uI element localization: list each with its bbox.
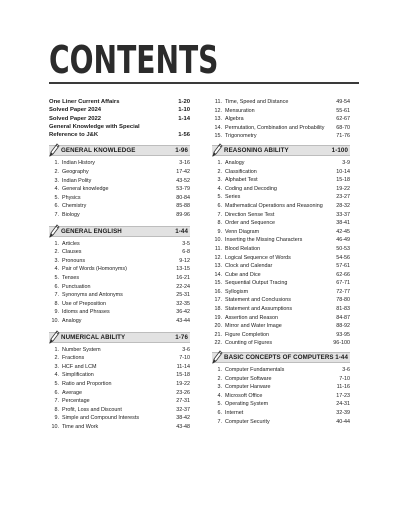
pencil-icon	[49, 330, 60, 344]
item-label: Counting of Figures	[225, 340, 273, 347]
section-header	[49, 226, 190, 237]
item-page: 36-42	[176, 309, 190, 316]
toc-row[interactable]	[212, 211, 350, 220]
item-number: 3.	[54, 363, 59, 370]
item-page: 3-5	[182, 240, 190, 247]
item-label: Mensuration	[225, 107, 255, 114]
toc-row[interactable]	[212, 115, 350, 124]
section-page-range: 1-44	[175, 227, 188, 235]
section-title: GENERAL ENGLISH	[61, 227, 122, 235]
pencil-icon	[49, 143, 60, 157]
top-item[interactable]: One Liner Current Affairs 1-20	[49, 99, 190, 105]
item-number: 15.	[214, 280, 222, 287]
item-number: 4.	[217, 185, 222, 192]
section-general-english	[49, 226, 190, 326]
item-label: Computer Security	[225, 418, 270, 425]
item-number: 6.	[217, 202, 222, 209]
item-number: 14.	[214, 124, 222, 131]
item-label: Chemistry	[62, 203, 87, 210]
item-label: Punctuation	[62, 283, 91, 290]
toc-row[interactable]	[49, 308, 190, 317]
toc-row[interactable]	[49, 300, 190, 309]
item-label: Trigonometry	[225, 133, 257, 140]
item-list	[212, 98, 350, 141]
item-page: 11-14	[176, 363, 190, 370]
toc-row[interactable]	[49, 380, 190, 389]
toc-row[interactable]	[49, 211, 190, 220]
toc-row[interactable]	[212, 392, 350, 401]
item-label: Analogy	[62, 317, 82, 324]
item-page: 38-41	[336, 220, 350, 227]
pencil-icon	[212, 143, 223, 157]
toc-row[interactable]	[49, 248, 190, 257]
item-label: Statement and Assumptions	[225, 306, 293, 313]
item-page: 19-22	[336, 185, 350, 192]
section-title: GENERAL KNOWLEDGE	[61, 147, 136, 155]
item-page: 23-26	[176, 389, 190, 396]
item-page: 3-6	[182, 346, 190, 353]
item-page: 13-15	[176, 266, 190, 273]
item-label: Biology	[62, 212, 80, 219]
item-page: 32-39	[336, 410, 350, 416]
toc-row[interactable]	[212, 383, 350, 392]
item-label: Algebra	[225, 116, 244, 123]
item-label: Tenses	[62, 275, 80, 282]
item-page: 62-66	[336, 271, 350, 278]
item-number: 5.	[217, 194, 222, 201]
toc-row[interactable]	[212, 245, 350, 254]
item-list	[212, 366, 350, 426]
toc-row[interactable]	[212, 219, 350, 228]
item-label: Blood Relation	[225, 245, 261, 252]
item-page: 96-100	[333, 340, 350, 347]
toc-row[interactable]	[212, 132, 350, 141]
item-number: 6.	[54, 389, 59, 396]
item-number: 17.	[214, 297, 222, 304]
item-number: 19.	[214, 314, 222, 321]
item-number: 7.	[217, 418, 222, 425]
toc-row[interactable]	[212, 107, 350, 116]
item-page: 27-31	[176, 398, 190, 405]
item-page: 7-10	[339, 375, 350, 382]
item-page: 78-80	[336, 297, 350, 304]
toc-row[interactable]	[212, 271, 350, 280]
section-header	[212, 352, 350, 363]
toc-row[interactable]	[212, 314, 350, 323]
item-label: Classification	[225, 168, 257, 175]
item-number: 7.	[54, 292, 59, 299]
item-number: 9.	[54, 415, 59, 422]
toc-row[interactable]	[49, 257, 190, 266]
section-page-range: 1-96	[175, 147, 188, 155]
item-number: 1.	[217, 367, 222, 374]
toc-row[interactable]	[212, 305, 350, 314]
toc-row[interactable]	[212, 409, 350, 418]
item-label: Time and Work	[62, 423, 99, 430]
item-page: 72-77	[336, 288, 350, 295]
item-number: 11.	[214, 245, 222, 252]
right-column	[212, 98, 350, 426]
item-number: 5.	[54, 380, 59, 387]
item-number: 13.	[214, 263, 222, 270]
item-label: Direction Sense Test	[225, 211, 275, 218]
item-number: 7.	[54, 398, 59, 405]
toc-row[interactable]	[212, 193, 350, 202]
item-page: 17-23	[336, 392, 350, 399]
toc-row[interactable]	[212, 124, 350, 133]
item-label: Internet	[225, 410, 244, 416]
left-column	[49, 98, 190, 432]
toc-row[interactable]	[212, 418, 350, 427]
item-page: 38-42	[176, 415, 190, 422]
toc-row[interactable]	[212, 375, 350, 384]
item-number: 4.	[54, 372, 59, 379]
item-label: Use of Preposition	[62, 300, 107, 307]
section-title: BASIC CONCEPTS OF COMPUTERS	[224, 354, 334, 362]
item-label: Indian History	[62, 160, 95, 167]
page-title: CONTENTS	[49, 38, 219, 82]
item-number: 3.	[54, 257, 59, 264]
item-label: Fractions	[62, 355, 85, 362]
section-title: REASONING ABILITY	[224, 146, 289, 154]
toc-row[interactable]	[212, 296, 350, 305]
section-reasoning-ability	[212, 145, 350, 348]
item-label: Sequential Output Tracing	[225, 280, 288, 287]
item-number: 10.	[51, 423, 59, 430]
item-number: 7.	[217, 211, 222, 218]
item-label: Percentage	[62, 398, 90, 405]
item-number: 10.	[51, 317, 59, 324]
item-number: 8.	[54, 406, 59, 413]
section-general-knowledge	[49, 145, 190, 219]
item-label: Profit, Loss and Discount	[62, 406, 122, 413]
toc-row[interactable]	[49, 291, 190, 300]
item-number: 2.	[217, 375, 222, 382]
item-number: 16.	[214, 288, 222, 295]
item-label: Simplification	[62, 372, 94, 379]
toc-row[interactable]	[212, 202, 350, 211]
item-number: 11.	[214, 99, 222, 105]
toc-row[interactable]	[212, 331, 350, 340]
item-label: Time, Speed and Distance	[225, 99, 289, 105]
item-number: 22.	[214, 340, 222, 347]
item-label: Order and Sequence	[225, 220, 276, 227]
item-page: 71-76	[336, 133, 350, 140]
section-numerical-continued	[212, 98, 350, 141]
item-page: 7-10	[179, 355, 190, 362]
item-number: 10.	[214, 237, 222, 244]
item-page: 3-6	[342, 367, 350, 374]
item-page: 3-16	[179, 160, 190, 167]
item-page: 3-9	[342, 159, 350, 166]
item-page: 15-18	[176, 372, 190, 379]
item-label: Operating System	[225, 401, 269, 408]
title-divider	[49, 82, 359, 84]
toc-row[interactable]	[212, 185, 350, 194]
item-label: Series	[225, 194, 241, 201]
item-label: Alphabet Test	[225, 177, 258, 184]
item-page: 16-21	[176, 275, 190, 282]
item-page: 32-37	[176, 406, 190, 413]
item-label: Coding and Decoding	[225, 185, 277, 192]
toc-row[interactable]	[212, 322, 350, 331]
item-number: 5.	[54, 275, 59, 282]
section-page-range: 1-44	[335, 354, 348, 362]
item-number: 9.	[54, 309, 59, 316]
section-header	[49, 332, 190, 343]
item-label: Number System	[62, 346, 101, 353]
toc-row[interactable]	[49, 363, 190, 372]
item-page: 15-18	[336, 177, 350, 184]
toc-row[interactable]	[212, 254, 350, 263]
item-number: 2.	[54, 169, 59, 176]
item-number: 2.	[217, 168, 222, 175]
toc-row[interactable]	[212, 288, 350, 297]
pencil-icon	[212, 350, 223, 364]
item-number: 2.	[54, 355, 59, 362]
toc-row[interactable]	[49, 354, 190, 363]
item-label: Analogy	[225, 159, 245, 166]
item-number: 6.	[54, 203, 59, 210]
item-number: 18.	[214, 306, 222, 313]
item-page: 6-8	[182, 249, 190, 256]
section-page-range: 1-76	[175, 333, 188, 341]
section-computers	[212, 352, 350, 426]
toc-row[interactable]	[212, 168, 350, 177]
toc-row[interactable]	[49, 406, 190, 415]
item-page: 19-22	[176, 380, 190, 387]
toc-row[interactable]	[49, 371, 190, 380]
section-header	[49, 145, 190, 156]
item-list	[49, 240, 190, 326]
item-label: Clauses	[62, 249, 82, 256]
item-page: 46-49	[336, 237, 350, 244]
item-label: Computer Software	[225, 375, 272, 382]
item-label: Idioms and Phrases	[62, 309, 110, 316]
item-label: Ratio and Proportion	[62, 380, 112, 387]
item-label: Assertion and Reason	[225, 314, 279, 321]
item-page: 32-35	[176, 300, 190, 307]
item-page: 40-44	[336, 418, 350, 425]
item-page: 24-31	[336, 401, 350, 408]
item-label: Microsoft Office	[225, 392, 263, 399]
top-item[interactable]: Solved Paper 2022 1-14	[49, 115, 190, 122]
item-label: Pronouns	[62, 257, 86, 264]
item-number: 1.	[54, 160, 59, 167]
item-page: 67-71	[336, 280, 350, 287]
item-page: 9-12	[179, 257, 190, 264]
toc-row[interactable]	[212, 98, 350, 107]
pencil-icon	[49, 224, 60, 238]
item-page: 17-42	[176, 169, 190, 176]
item-label: Mirror and Water Image	[225, 323, 282, 330]
item-number: 6.	[217, 410, 222, 416]
item-page: 50-53	[336, 245, 350, 252]
toc-row[interactable]	[49, 168, 190, 177]
item-list	[49, 346, 190, 432]
item-page: 42-45	[336, 228, 350, 235]
toc-row[interactable]	[49, 274, 190, 283]
toc-row[interactable]	[49, 423, 190, 432]
item-number: 4.	[54, 266, 59, 273]
toc-row[interactable]	[212, 159, 350, 168]
toc-row[interactable]	[49, 317, 190, 326]
item-number: 12.	[214, 254, 222, 261]
item-page: 28-32	[336, 202, 350, 209]
item-number: 20.	[214, 323, 222, 330]
item-label: Statement and Conclusions	[225, 297, 291, 304]
toc-row[interactable]	[212, 400, 350, 409]
item-page: 80-84	[176, 194, 190, 201]
item-number: 8.	[217, 220, 222, 227]
toc-row[interactable]	[212, 279, 350, 288]
item-label: Figure Completion	[225, 331, 270, 338]
section-numerical-ability	[49, 332, 190, 432]
item-page: 25-31	[176, 292, 190, 299]
item-page: 10-14	[336, 168, 350, 175]
item-number: 8.	[54, 300, 59, 307]
item-number: 12.	[214, 107, 222, 114]
item-label: HCF and LCM	[62, 363, 97, 370]
toc-row[interactable]	[49, 346, 190, 355]
section-page-range: 1-100	[331, 146, 348, 154]
item-label: Syllogism	[225, 288, 249, 295]
item-number: 13.	[214, 116, 222, 123]
item-number: 4.	[217, 392, 222, 399]
item-label: Geography	[62, 169, 89, 176]
item-page: 49-54	[336, 99, 350, 105]
item-number: 2.	[54, 249, 59, 256]
item-page: 85-88	[176, 203, 190, 210]
item-number: 14.	[214, 271, 222, 278]
toc-row[interactable]	[49, 389, 190, 398]
item-label: Clock and Calendar	[225, 263, 273, 270]
toc-row[interactable]	[212, 236, 350, 245]
item-number: 1.	[54, 240, 59, 247]
toc-row[interactable]	[49, 240, 190, 249]
top-item[interactable]: General Knowledge with Special Reference to J&K 1-56	[49, 123, 190, 139]
toc-row[interactable]	[212, 366, 350, 375]
toc-row[interactable]	[49, 202, 190, 211]
item-label: Indian Polity	[62, 177, 92, 184]
item-label: Simple and Compound Interests	[62, 415, 140, 422]
toc-row[interactable]	[49, 283, 190, 292]
item-number: 7.	[54, 212, 59, 219]
item-number: 5.	[54, 194, 59, 201]
item-list	[49, 159, 190, 219]
top-items	[49, 98, 190, 139]
item-page: 62-67	[336, 116, 350, 123]
item-label: Computer Harware	[225, 384, 271, 391]
toc-row[interactable]	[49, 177, 190, 186]
item-number: 3.	[54, 177, 59, 184]
toc-row[interactable]	[49, 185, 190, 194]
item-page: 88-92	[336, 323, 350, 330]
item-page: 33-37	[336, 211, 350, 218]
item-page: 89-96	[176, 212, 190, 219]
item-page: 55-61	[336, 107, 350, 114]
toc-row[interactable]	[212, 228, 350, 237]
item-label: Mathematical Operations and Reasoning	[225, 202, 323, 209]
toc-row[interactable]	[49, 414, 190, 423]
item-page: 23-27	[336, 194, 350, 201]
toc-row[interactable]	[212, 262, 350, 271]
item-label: Articles	[62, 240, 80, 247]
item-label: General knowledge	[62, 186, 109, 193]
section-title: NUMERICAL ABILITY	[61, 333, 126, 341]
item-label: Pair of Words (Homonyms)	[62, 266, 127, 273]
item-label: Computer Fundamentals	[225, 367, 285, 374]
item-label: Physics	[62, 194, 81, 201]
item-label: Synonyms and Antonyms	[62, 292, 123, 299]
item-page: 68-70	[336, 124, 350, 131]
item-number: 21.	[214, 331, 222, 338]
toc-row[interactable]	[49, 265, 190, 274]
item-number: 3.	[217, 384, 222, 391]
item-page: 81-83	[336, 306, 350, 313]
item-label: Venn Diagram	[225, 228, 260, 235]
toc-row[interactable]	[49, 159, 190, 168]
toc-row[interactable]	[212, 339, 350, 348]
item-number: 4.	[54, 186, 59, 193]
item-list	[212, 159, 350, 348]
item-number: 1.	[217, 159, 222, 166]
item-number: 3.	[217, 177, 222, 184]
item-page: 22-24	[176, 283, 190, 290]
item-number: 1.	[54, 346, 59, 353]
item-number: 9.	[217, 228, 222, 235]
toc-row[interactable]	[49, 194, 190, 203]
item-label: Cube and Dice	[225, 271, 261, 278]
item-page: 84-87	[336, 314, 350, 321]
item-page: 43-48	[176, 423, 190, 430]
item-page: 54-56	[336, 254, 350, 261]
item-page: 57-61	[336, 263, 350, 270]
section-header	[212, 145, 350, 156]
item-page: 93-95	[336, 331, 350, 338]
item-page: 11-16	[336, 384, 350, 391]
toc-row[interactable]	[212, 176, 350, 185]
item-number: 15.	[214, 133, 222, 140]
toc-row[interactable]	[49, 397, 190, 406]
item-label: Permutation, Combination and Probability	[225, 124, 325, 131]
item-page: 43-52	[176, 177, 190, 184]
item-label: Average	[62, 389, 82, 396]
item-page: 43-44	[176, 317, 190, 324]
item-label: Logical Sequence of Words	[225, 254, 291, 261]
top-item[interactable]: Solved Paper 2024 1-10	[49, 107, 190, 114]
item-page: 53-79	[176, 186, 190, 193]
item-label: Inserting the Missing Characters	[225, 237, 303, 244]
item-number: 5.	[217, 401, 222, 408]
item-number: 6.	[54, 283, 59, 290]
